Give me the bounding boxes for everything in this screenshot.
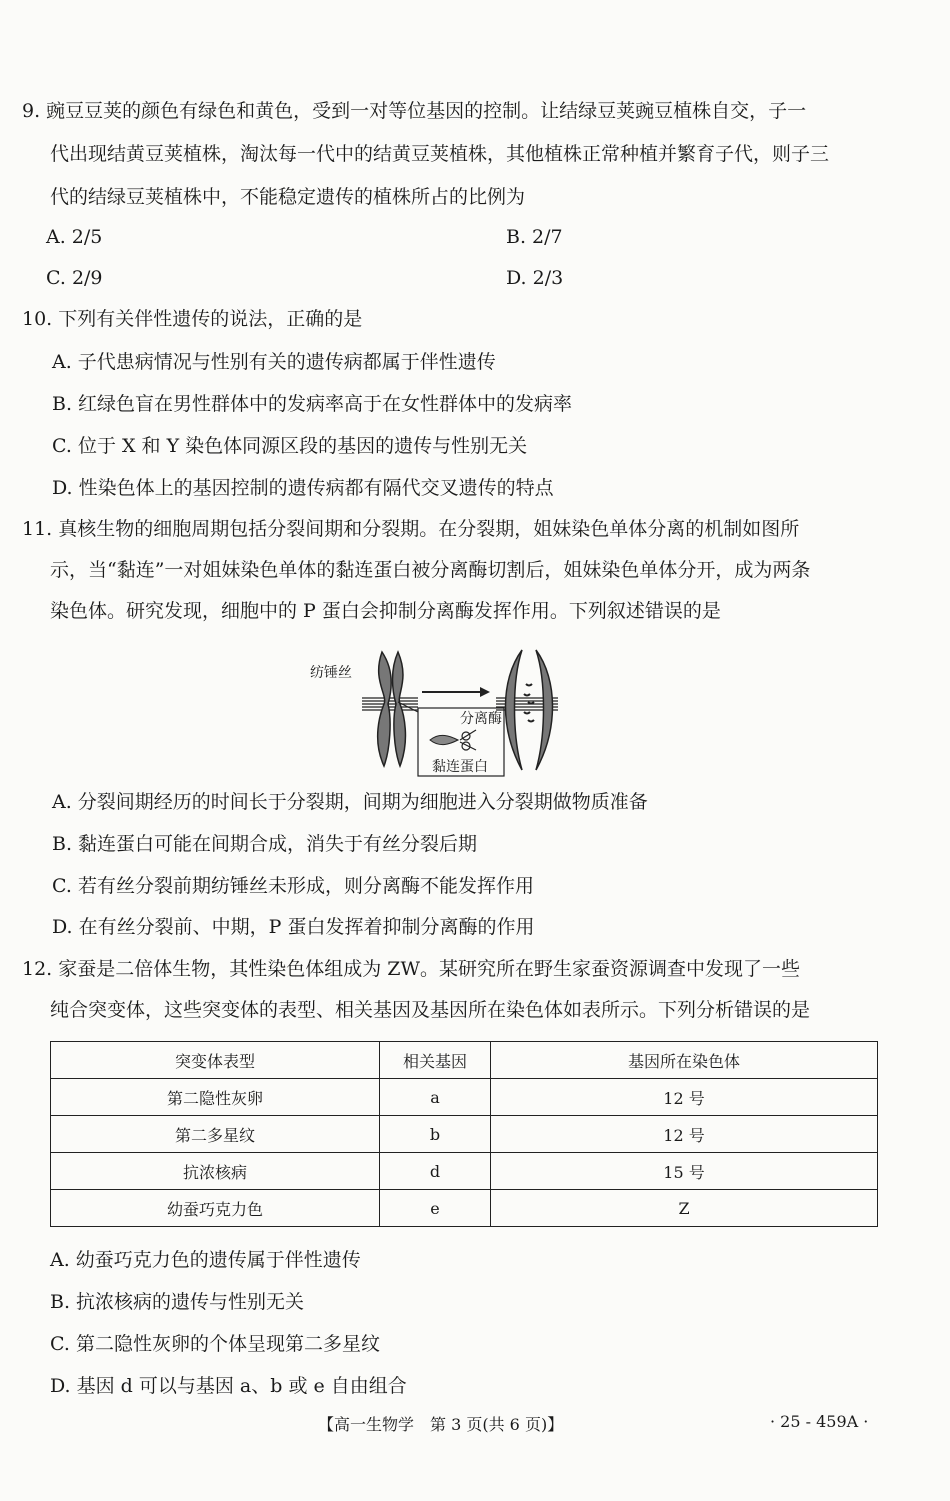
table-cell: d [380,1153,491,1190]
table-header-chromosome: 基因所在染色体 [491,1042,878,1079]
table-cell: 抗浓核病 [51,1153,380,1190]
table-cell: e [380,1190,491,1227]
q9-option-c: C. 2/9 [46,267,103,289]
q10-option-d: D. 性染色体上的基因控制的遗传病都有隔代交叉遗传的特点 [52,477,554,499]
q9-stem-line1: 9. 豌豆豆荚的颜色有绿色和黄色，受到一对等位基因的控制。让结绿豆荚豌豆植株自交，子一 [22,100,807,122]
table-cell: a [380,1079,491,1116]
q9-option-a: A. 2/5 [46,226,103,248]
table-cell: 15 号 [491,1153,878,1190]
q12-option-d: D. 基因 d 可以与基因 a、b 或 e 自由组合 [50,1375,407,1397]
q12-option-b: B. 抗浓核病的遗传与性别无关 [50,1291,305,1313]
q9-stem-line3: 代的结绿豆荚植株中，不能稳定遗传的植株所占的比例为 [50,186,526,208]
table-cell: b [380,1116,491,1153]
page-footer-label: 【高一生物学 第 3 页(共 6 页)】 [318,1415,564,1434]
process-arrow [422,687,490,697]
table-cell: 12 号 [491,1116,878,1153]
table-row [51,1153,878,1190]
table-row [51,1079,878,1116]
figure-drawing [300,640,560,780]
q11-stem-line2: 示，当“黏连”一对姐妹染色单体的黏连蛋白被分离酶切割后，姐妹染色单体分开，成为两条 [50,559,811,581]
q10-option-b: B. 红绿色盲在男性群体中的发病率高于在女性群体中的发病率 [52,393,573,415]
q10-option-c: C. 位于 X 和 Y 染色体同源区段的基因的遗传与性别无关 [52,435,528,457]
chromatid-separation-figure [300,640,560,780]
table-header-row [51,1042,878,1079]
q11-stem-line1: 11. 真核生物的细胞周期包括分裂间期和分裂期。在分裂期，姐妹染色单体分离的机制如图所 [22,518,800,540]
q11-option-c: C. 若有丝分裂前期纺锤丝未形成，则分离酶不能发挥作用 [52,875,534,897]
q9-option-d: D. 2/3 [506,267,564,289]
q10-stem: 10. 下列有关伴性遗传的说法，正确的是 [22,308,363,330]
table-cell: 幼蚕巧克力色 [51,1190,380,1227]
label-cohesin: 黏连蛋白 [432,759,488,775]
label-spindle: 纺锤丝 [310,665,352,681]
table-cell: 第二多星纹 [51,1116,380,1153]
q12-stem-line1: 12. 家蚕是二倍体生物，其性染色体组成为 ZW。某研究所在野生家蚕资源调查中发现了一些 [22,958,801,980]
q12-stem-line2: 纯合突变体，这些突变体的表型、相关基因及基因所在染色体如表所示。下列分析错误的是 [50,999,811,1021]
q12-option-a: A. 幼蚕巧克力色的遗传属于伴性遗传 [50,1249,361,1271]
table-cell: 第二隐性灰卵 [51,1079,380,1116]
table-cell: Z [491,1190,878,1227]
q11-option-a: A. 分裂间期经历的时间长于分裂期，间期为细胞进入分裂期做物质准备 [52,791,648,813]
q9-stem-line2: 代出现结黄豆荚植株，淘汰每一代中的结黄豆荚植株，其他植株正常种植并繁育子代，则子三 [50,143,830,165]
q11-option-d: D. 在有丝分裂前、中期，P 蛋白发挥着抑制分离酶的作用 [52,916,535,938]
q11-stem-line3: 染色体。研究发现，细胞中的 P 蛋白会抑制分离酶发挥作用。下列叙述错误的是 [50,600,721,622]
q9-option-b: B. 2/7 [506,226,563,248]
page-code: · 25 - 459A · [770,1412,869,1431]
cohesin-fragments [524,684,534,722]
mutant-table [50,1041,878,1227]
table-cell: 12 号 [491,1079,878,1116]
table-header-phenotype: 突变体表型 [51,1042,380,1079]
q12-option-c: C. 第二隐性灰卵的个体呈现第二多星纹 [50,1333,380,1355]
table-row [51,1116,878,1153]
table-header-gene: 相关基因 [380,1042,491,1079]
label-separase: 分离酶 [460,711,502,727]
table-row [51,1190,878,1227]
q11-option-b: B. 黏连蛋白可能在间期合成，消失于有丝分裂后期 [52,833,478,855]
q10-option-a: A. 子代患病情况与性别有关的遗传病都属于伴性遗传 [52,351,496,373]
left-chromosome [378,652,406,766]
